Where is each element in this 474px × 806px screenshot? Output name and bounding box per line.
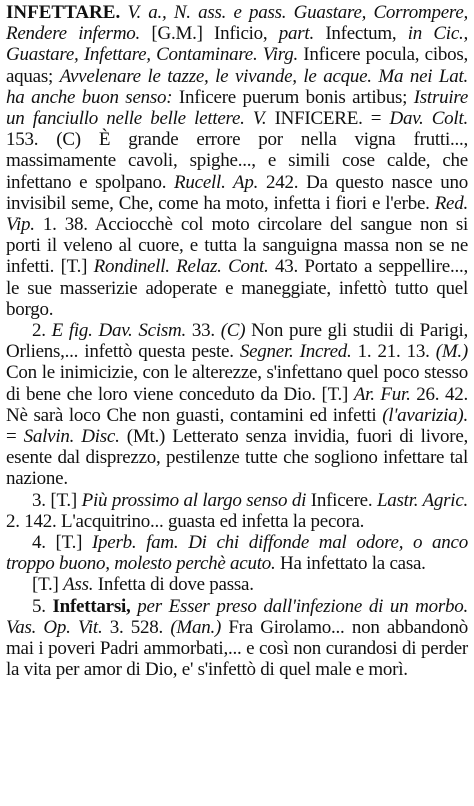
italic-run: in Cic., Guastare, Infettare, Contaminare. Virg. <box>6 23 469 66</box>
text-run: Fra Girolamo... non abbandonò mai i poveri Padri ammorbati,... e così non curandosi di perder la vita per amor di Dio, e' s'infettò di quel male e morì. <box>6 616 468 681</box>
text-run: Inficere pocula, cibos, aquas; <box>6 44 468 87</box>
italic-run: Lastr. Agric. <box>376 489 468 511</box>
italic-run: Più prossimo al largo senso di <box>81 489 307 511</box>
entry-sense-4-ass <box>6 574 468 595</box>
entry-paragraph-main <box>6 2 468 320</box>
text-run: 1. 21. 13. <box>351 341 436 363</box>
text-run: 2. <box>32 320 52 342</box>
italic-run: (Man.) <box>170 616 222 638</box>
text-run: Inficere. <box>306 489 377 511</box>
text-run: 5. <box>32 595 53 617</box>
text-run: Ha infettato la casa. <box>275 553 426 575</box>
text-run: INFICERE. = <box>266 108 390 130</box>
italic-run: (l'avarizia). <box>382 404 468 426</box>
text-run: Non pure gli studii di Parigi, Orliens,... infettò questa peste. <box>6 320 468 363</box>
entry-sense-2 <box>6 320 468 490</box>
text-run: Con le inimicizie, con le alterezze, s'infettano quel poco stesso di bene che loro viene conceduto da Dio. [T.] <box>6 362 468 405</box>
italic-run: Salvin. Disc. <box>23 426 120 448</box>
italic-run: Rucell. Ap. <box>174 171 259 193</box>
italic-run: Avvelenare le tazze, le vivande, le acque. Ma nei Lat. ha anche buon senso: <box>6 65 469 108</box>
text-run: 3. [T.] <box>32 489 82 511</box>
italic-run: Rondinell. Relaz. Cont. <box>93 256 269 278</box>
italic-run: (C) <box>220 320 246 342</box>
text-run: 242. Da questo nasce uno invisibil seme, Che, come ha moto, infetta i fiori e l'erbe. <box>6 171 468 214</box>
italic-run: Segner. Incred. <box>239 341 352 363</box>
text-run: 1. 38. Acciocchè col moto circolare del sangue non si porti il veleno al cuore, e tutta la sanguigna massa non se ne infetti. [T.] <box>6 214 468 278</box>
text-run: = <box>6 426 24 448</box>
italic-run: Iperb. fam. Di chi diffonde mal odore, o anco troppo buono, molesto perchè acuto. <box>6 532 468 575</box>
text-run: [G.M.] Inficio, <box>140 23 279 45</box>
text-run: Infectum, <box>313 23 408 45</box>
text-run: 33. <box>185 320 221 342</box>
dictionary-entry-infettare <box>6 2 468 681</box>
text-run: 153. (C) È grande errore por nella vigna frutti..., massimamente cavoli, spighe..., e simili cose calde, che infettano e spolpano. <box>6 129 468 193</box>
text-run: Inficere puerum bonis artibus; <box>172 86 414 108</box>
text-run: 2. 142. L'acquitrino... guasta ed infetta la pecora. <box>6 510 365 532</box>
text-run: (Mt.) Letterato senza invidia, fuori di livore, esente dal disprezzo, pestilenze tutte che sogliono infettare tal nazione. <box>6 426 469 490</box>
italic-run: V. a., N. ass. e pass. Guastare, Corrompere, Rendere infermo. <box>6 2 468 45</box>
italic-run: Ass. <box>63 574 94 596</box>
italic-run: Istruire un fanciullo nelle belle lettere. V. <box>6 86 468 130</box>
entry-sense-4 <box>6 532 468 574</box>
text-run: 43. Portato a seppellire..., le sue masserizie adoperate e maneggiate, infettò tutto quel borgo. <box>6 256 468 320</box>
italic-run: E fig. Dav. Scism. <box>51 320 186 342</box>
text-run: 4. [T.] <box>32 532 92 554</box>
italic-run: (M.) <box>435 341 469 363</box>
entry-sense-3 <box>6 490 468 532</box>
entry-sense-5 <box>6 596 468 681</box>
text-run: 26. 42. Nè sarà loco Che non guasti, contamini ed infetti <box>6 383 469 426</box>
italic-run: per Esser preso dall'infezione di un morbo. Vas. Op. Vit. <box>6 595 468 638</box>
text-run: 3. 528. <box>102 616 171 638</box>
text-run: [T.] <box>32 574 64 596</box>
italic-run: Ar. Fur. <box>353 383 411 405</box>
text-run: Infetta di dove passa. <box>93 574 254 596</box>
italic-run: Red. Vip. <box>6 192 468 236</box>
bold-subhead: Infettarsi, <box>52 595 131 617</box>
italic-run: part. <box>278 23 314 45</box>
italic-run: Dav. Colt. <box>389 108 468 130</box>
headword: INFETTARE. <box>6 2 121 23</box>
